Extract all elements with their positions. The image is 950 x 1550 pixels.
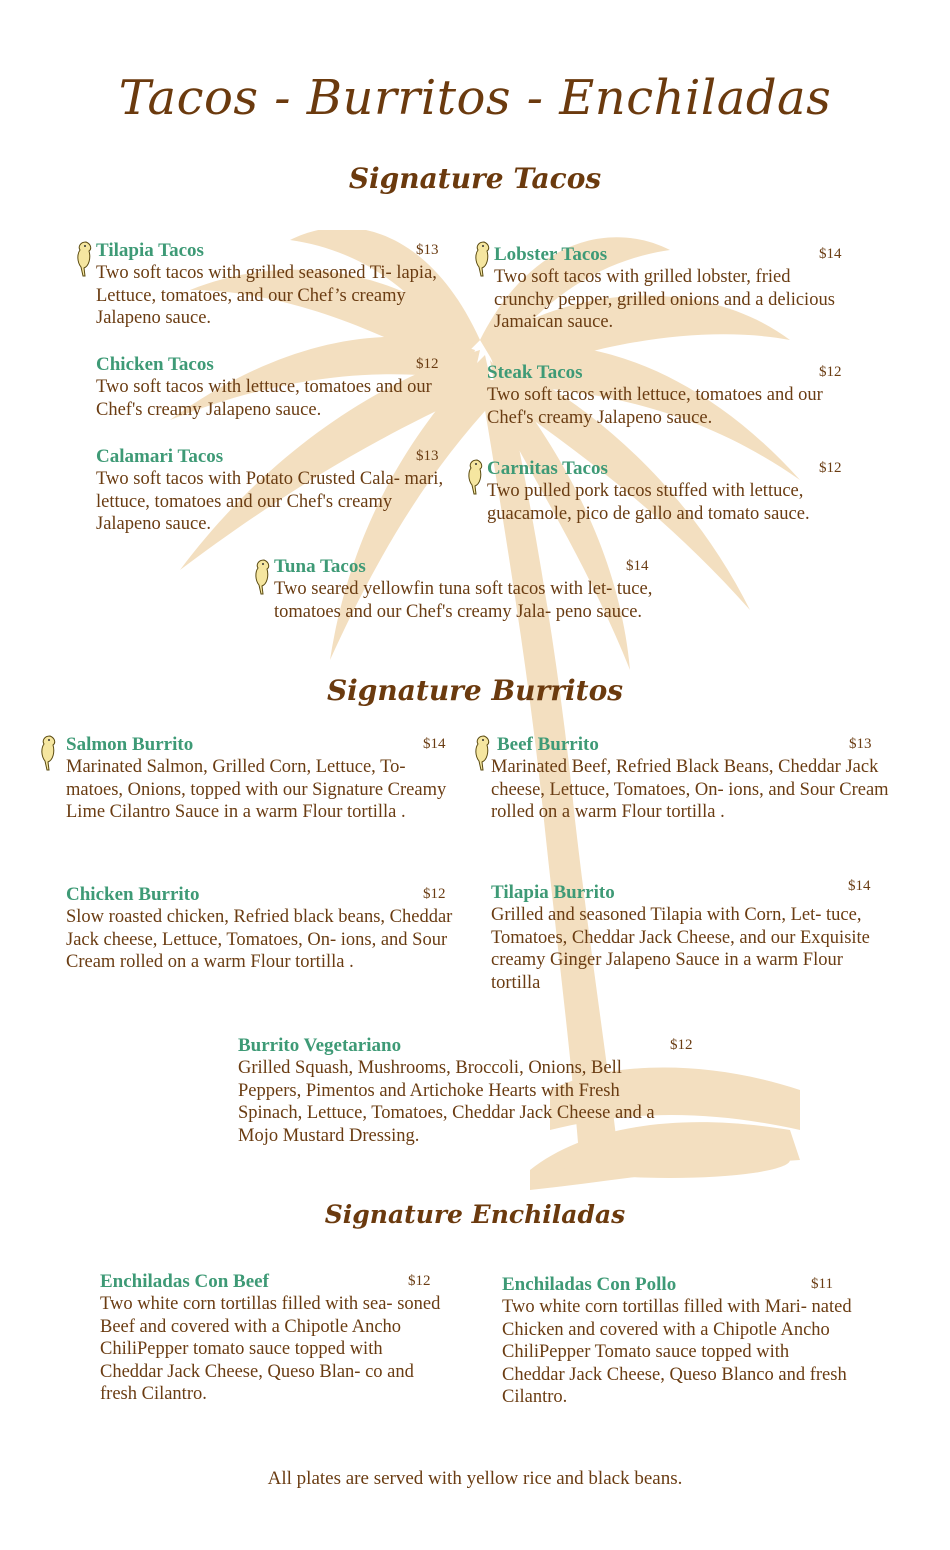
menu-item (487, 362, 847, 429)
section-title-burritos: Signature Burritos (326, 674, 624, 707)
item-name: Tilapia Tacos (96, 240, 204, 261)
menu-item (491, 734, 891, 824)
item-price: $12 (408, 1273, 431, 1289)
menu-item (66, 734, 458, 824)
item-price: $13 (849, 736, 872, 752)
menu-item (487, 458, 862, 525)
item-name: Tuna Tacos (274, 556, 366, 577)
item-price: $12 (423, 886, 446, 902)
item-price: $14 (848, 878, 871, 894)
item-price: $13 (416, 242, 439, 258)
item-description: Marinated Beef, Refried Black Beans, Cheddar Jack cheese, Lettuce, Tomatoes, On- ions, and Sour Cream rolled on a warm Flour tortilla . (491, 757, 889, 822)
item-description: Grilled Squash, Mushrooms, Broccoli, Onions, Bell Peppers, Pimentos and Artichoke Hearts with Fresh Spinach, Lettuce, Tomatoes, Cheddar Jack Cheese and a Mojo Mustard Dressing. (238, 1058, 655, 1146)
item-description: Two white corn tortillas filled with Mari- nated Chicken and covered with a Chipotle Ancho ChiliPepper Tomato sauce topped with Cheddar Jack Cheese, Queso Blanco and fresh Cilantro. (502, 1297, 852, 1407)
page-title: Tacos - Burritos - Enchiladas (118, 70, 832, 126)
parrot-icon (472, 240, 494, 278)
item-description: Two soft tacos with Potato Crusted Cala- mari, lettuce, tomatoes and our Chef's creamy Jalapeno sauce. (96, 469, 444, 534)
item-description: Two soft tacos with grilled lobster, fried crunchy pepper, grilled onions and a delicious Jamaican sauce. (494, 267, 835, 332)
menu-item (274, 556, 666, 623)
parrot-icon (465, 458, 487, 496)
parrot-icon (38, 734, 60, 772)
item-name: Enchiladas Con Beef (100, 1271, 269, 1292)
item-price: $14 (626, 558, 649, 574)
item-price: $14 (423, 736, 446, 752)
item-name: Burrito Vegetariano (238, 1035, 402, 1056)
menu-item (238, 1035, 693, 1147)
section-title-enchiladas: Signature Enchiladas (324, 1200, 626, 1229)
item-price: $12 (670, 1037, 693, 1053)
item-name: Tilapia Burrito (491, 882, 615, 903)
section-title-tacos: Signature Tacos (348, 162, 602, 195)
item-description: Slow roasted chicken, Refried black beans, Cheddar Jack cheese, Lettuce, Tomatoes, On- ions, and Sour Cream rolled on a warm Flour tortilla . (66, 907, 453, 972)
item-price: $13 (416, 448, 439, 464)
item-price: $11 (811, 1276, 833, 1292)
item-price: $12 (819, 460, 842, 476)
item-description: Two seared yellowfin tuna soft tacos with let- tuce, tomatoes and our Chef's creamy Jala- peno sauce. (274, 579, 653, 622)
item-name: Steak Tacos (487, 362, 583, 383)
item-price: $12 (819, 364, 842, 380)
menu-item (494, 244, 854, 334)
item-price: $14 (819, 246, 842, 262)
item-description: Marinated Salmon, Grilled Corn, Lettuce, To- matoes, Onions, topped with our Signature Creamy Lime Cilantro Sauce in a warm Flour tortilla . (66, 757, 447, 822)
menu-item (96, 354, 446, 421)
item-name: Lobster Tacos (494, 244, 608, 265)
item-description: Two pulled pork tacos stuffed with lettuce, guacamole, pico de gallo and tomato sauce. (487, 481, 810, 524)
item-description: Grilled and seasoned Tilapia with Corn, Let- tuce, Tomatoes, Cheddar Jack Cheese, and our Exquisite creamy Ginger Jalapeno Sauce in a warm Flour tortilla (491, 905, 870, 993)
footer-note: All plates are served with yellow rice and black beans. (267, 1468, 683, 1489)
item-description: Two white corn tortillas filled with sea- soned Beef and covered with a Chipotle Ancho ChiliPepper tomato sauce topped with Cheddar Jack Cheese, Queso Blan- co and fresh Cilantro. (100, 1294, 441, 1404)
parrot-icon (74, 240, 96, 278)
menu-item (96, 446, 446, 536)
item-name: Enchiladas Con Pollo (502, 1274, 677, 1295)
menu-item (66, 884, 458, 974)
item-description: Two soft tacos with grilled seasoned Ti- lapia, Lettuce, tomatoes, and our Chef’s creamy Jalapeno sauce. (96, 263, 437, 328)
item-name: Carnitas Tacos (487, 458, 608, 479)
menu-item (96, 240, 441, 330)
item-name: Chicken Burrito (66, 884, 200, 905)
item-name: Salmon Burrito (66, 734, 194, 755)
item-price: $12 (416, 356, 439, 372)
parrot-icon (252, 558, 274, 596)
menu-item (491, 878, 891, 994)
item-name: Calamari Tacos (96, 446, 224, 467)
menu-item (502, 1274, 852, 1409)
item-description: Two soft tacos with lettuce, tomatoes and our Chef's creamy Jalapeno sauce. (96, 377, 432, 420)
item-name: Chicken Tacos (96, 354, 214, 375)
menu-item (100, 1271, 445, 1406)
item-description: Two soft tacos with lettuce, tomatoes and our Chef's creamy Jalapeno sauce. (487, 385, 823, 428)
item-name: Beef Burrito (497, 734, 599, 755)
